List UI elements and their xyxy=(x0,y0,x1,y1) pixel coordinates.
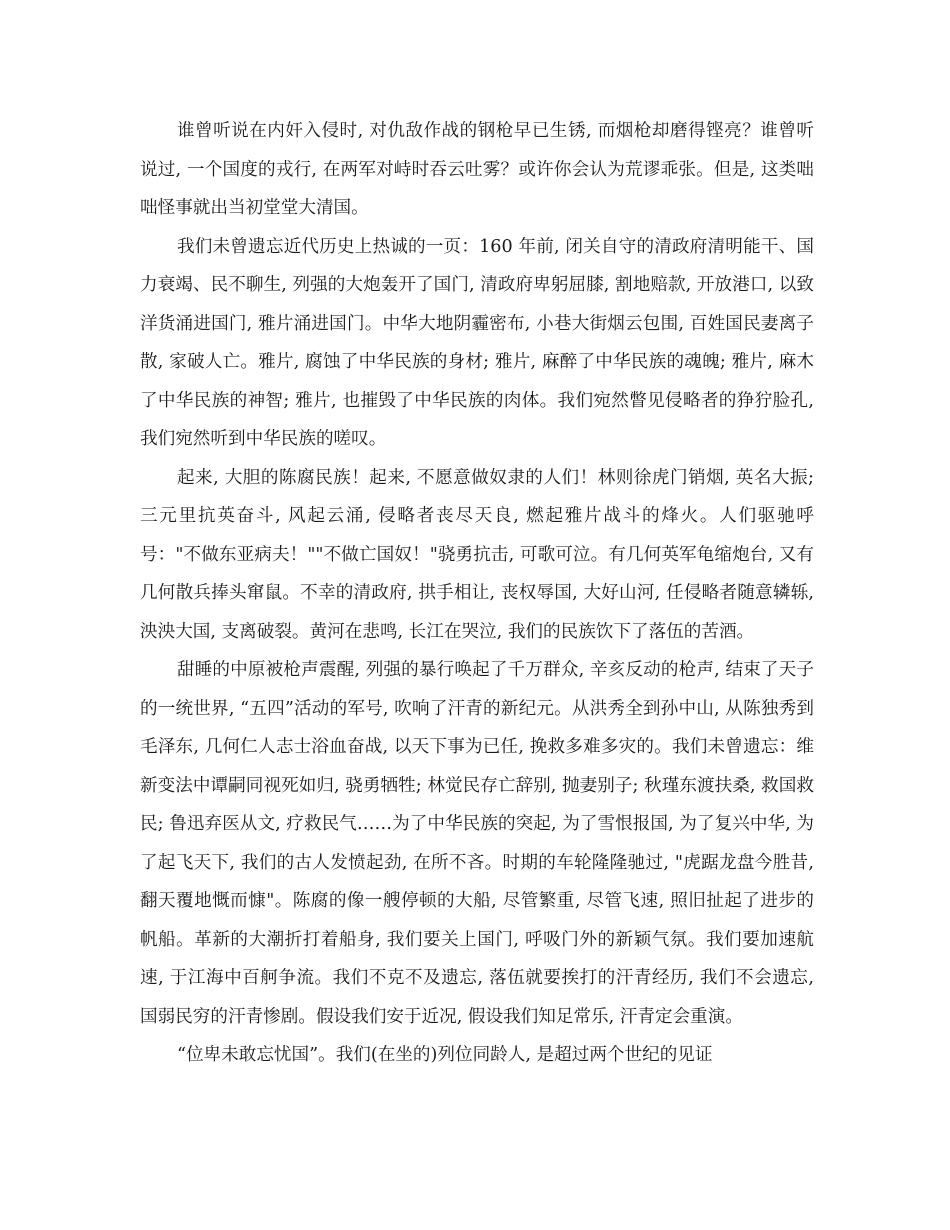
body-text xyxy=(140,112,814,1075)
paragraph-2: 我们未曾遗忘近代历史上热诚的一页：160 年前, 闭关自守的清政府清明能干、国力衰竭、民不聊生, 列强的大炮轰开了国门, 清政府卑躬屈膝, 割地赔款, 开放港口, 以致洋货涌进国门, 雅片涌进国门。中华大地阴霾密布, 小巷大街烟云包围, 百姓国民妻离子散, 家破人亡。雅片, 腐蚀了中华民族的身材; 雅片, 麻醉了中华民族的魂魄; 雅片, 麻木了中华民族的神智; 雅片, 也摧毁了中华民族的肉体。我们宛然瞥见侵略者的狰狞脸孔, 我们宛然听到中华民族的嗟叹。 xyxy=(140,236,814,449)
paragraph-5: “位卑未敢忘忧国”。我们(在坐的)列位同龄人, 是超过两个世纪的见证 xyxy=(176,1045,713,1065)
paragraph-3: 起来, 大胆的陈腐民族！起来, 不愿意做奴隶的人们！林则徐虎门销烟, 英名大振; 三元里抗英奋斗, 风起云涌, 侵略者丧尽天良, 燃起雅片战斗的烽火。人们驱驰呼号："不做东亚病夫！""不做亡国奴！"骁勇抗击, 可歌可泣。有几何英军龟缩炮台, 又有几何散兵捧头窜鼠。不幸的清政府, 拱手相让, 丧权辱国, 大好山河, 任侵略者随意辚轹, 泱泱大国, 支离破裂。黄河在悲鸣, 长江在哭泣, 我们的民族饮下了落伍的苦酒。 xyxy=(140,467,814,642)
paragraph-1: 谁曾听说在内奸入侵时, 对仇敌作战的钢枪早已生锈, 而烟枪却磨得铿亮？谁曾听说过, 一个国度的戎行, 在两军对峙时吞云吐雾？或许你会认为荒谬乖张。但是, 这类咄咄怪事就出当初堂堂大清国。 xyxy=(140,121,814,218)
paragraph-4: 甜睡的中原被枪声震醒, 列强的暴行唤起了千万群众, 辛亥反动的枪声, 结束了天子的一统世界, “五四”活动的军号, 吹响了汗青的新纪元。从洪秀全到孙中山, 从陈独秀到毛泽东, 几何仁人志士浴血奋战, 以天下事为已任, 挽救多难多灾的。我们未曾遗忘：维新变法中谭嗣同视死如归, 骁勇牺牲; 林觉民存亡辞别, 抛妻别子; 秋瑾东渡扶桑, 救国救民; 鲁迅弃医从文, 疗救民气……为了中华民族的突起, 为了雪恨报国, 为了复兴中华, 为了起飞天下, 我们的古人发愤起劲, 在所不吝。时期的车轮隆隆驰过, "虎踞龙盘今胜昔, 翻天覆地慨而慷"。陈腐的像一艘停顿的大船, 尽管繁重, 尽管飞速, 照旧扯起了进步的帆船。革新的大潮折打着船身, 我们要关上国门, 呼吸门外的新颖气氛。我们要加速航速, 于江海中百舸争流。我们不克不及遗忘, 落伍就要挨打的汗青经历, 我们不会遗忘, 国弱民穷的汗青惨剧。假设我们安于近况, 假设我们知足常乐, 汗青定会重演。 xyxy=(140,660,814,1027)
